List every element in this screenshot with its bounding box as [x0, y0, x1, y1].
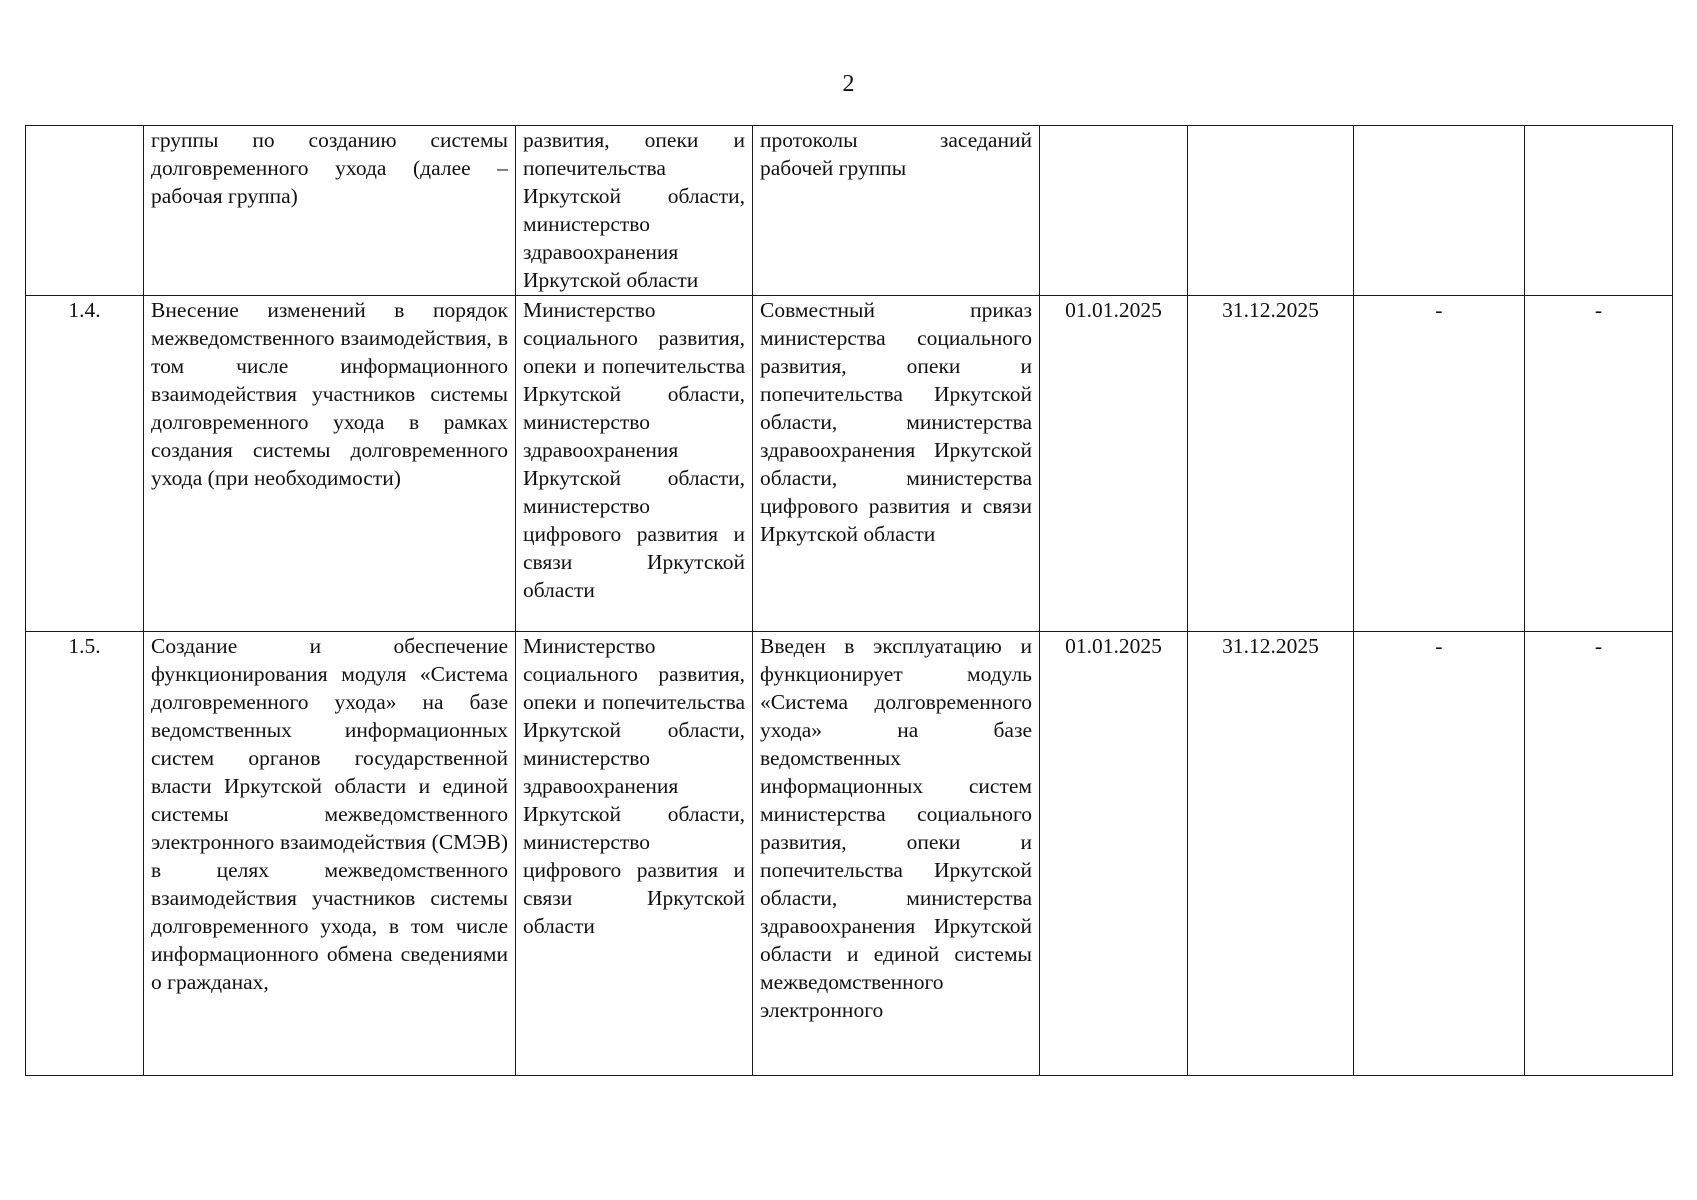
- table-row: [26, 632, 1673, 1076]
- row-number-cell: 1.4.: [26, 296, 144, 632]
- row-number-cell: [26, 126, 144, 296]
- activity-cell: группы по созданию системы долговременного ухода (далее – рабочая группа): [144, 126, 516, 296]
- table-row: [26, 296, 1673, 632]
- end-date-cell: 31.12.2025: [1188, 632, 1354, 1076]
- column-8-cell: -: [1525, 632, 1673, 1076]
- start-date-cell: 01.01.2025: [1040, 632, 1188, 1076]
- responsible-cell: Министерство социального развития, опеки и попечительства Иркутской области, министерство здравоохранения Иркутской области, министерство цифрового развития и связи Иркутской области: [516, 632, 753, 1076]
- end-date-cell: 31.12.2025: [1188, 296, 1354, 632]
- column-8-cell: [1525, 126, 1673, 296]
- column-7-cell: [1354, 126, 1525, 296]
- start-date-cell: [1040, 126, 1188, 296]
- row-number-cell: 1.5.: [26, 632, 144, 1076]
- start-date-cell: 01.01.2025: [1040, 296, 1188, 632]
- column-7-cell: -: [1354, 632, 1525, 1076]
- result-cell: Введен в эксплуатацию и функционирует модуль «Система долговременного ухода» на базе ведомственных информационных систем министерства социального развития, опеки и попечительства Иркутской области, министерства здравоохранения Иркутской области и единой системы межведомственного электронного: [753, 632, 1040, 1076]
- column-8-cell: -: [1525, 296, 1673, 632]
- responsible-cell: Министерство социального развития, опеки и попечительства Иркутской области, министерство здравоохранения Иркутской области, министерство цифрового развития и связи Иркутской области: [516, 296, 753, 632]
- table-row: [26, 126, 1673, 296]
- plan-table: [25, 125, 1673, 1076]
- end-date-cell: [1188, 126, 1354, 296]
- result-cell: Совместный приказ министерства социального развития, опеки и попечительства Иркутской области, министерства здравоохранения Иркутской области, министерства цифрового развития и связи Иркутской области: [753, 296, 1040, 632]
- column-7-cell: -: [1354, 296, 1525, 632]
- activity-cell: Создание и обеспечение функционирования модуля «Система долговременного ухода» на базе ведомственных информационных систем органов государственной власти Иркутской области и единой системы межведомственного электронного взаимодействия (СМЭВ) в целях межведомственного взаимодействия участников системы долговременного ухода, в том числе информационного обмена сведениями о гражданах,: [144, 632, 516, 1076]
- result-cell: протоколы заседаний рабочей группы: [753, 126, 1040, 296]
- activity-cell: Внесение изменений в порядок межведомственного взаимодействия, в том числе информационного взаимодействия участников системы долговременного ухода в рамках создания системы долговременного ухода (при необходимости): [144, 296, 516, 632]
- page-number: 2: [842, 71, 855, 97]
- responsible-cell: развития, опеки и попечительства Иркутской области, министерство здравоохранения Иркутской области: [516, 126, 753, 296]
